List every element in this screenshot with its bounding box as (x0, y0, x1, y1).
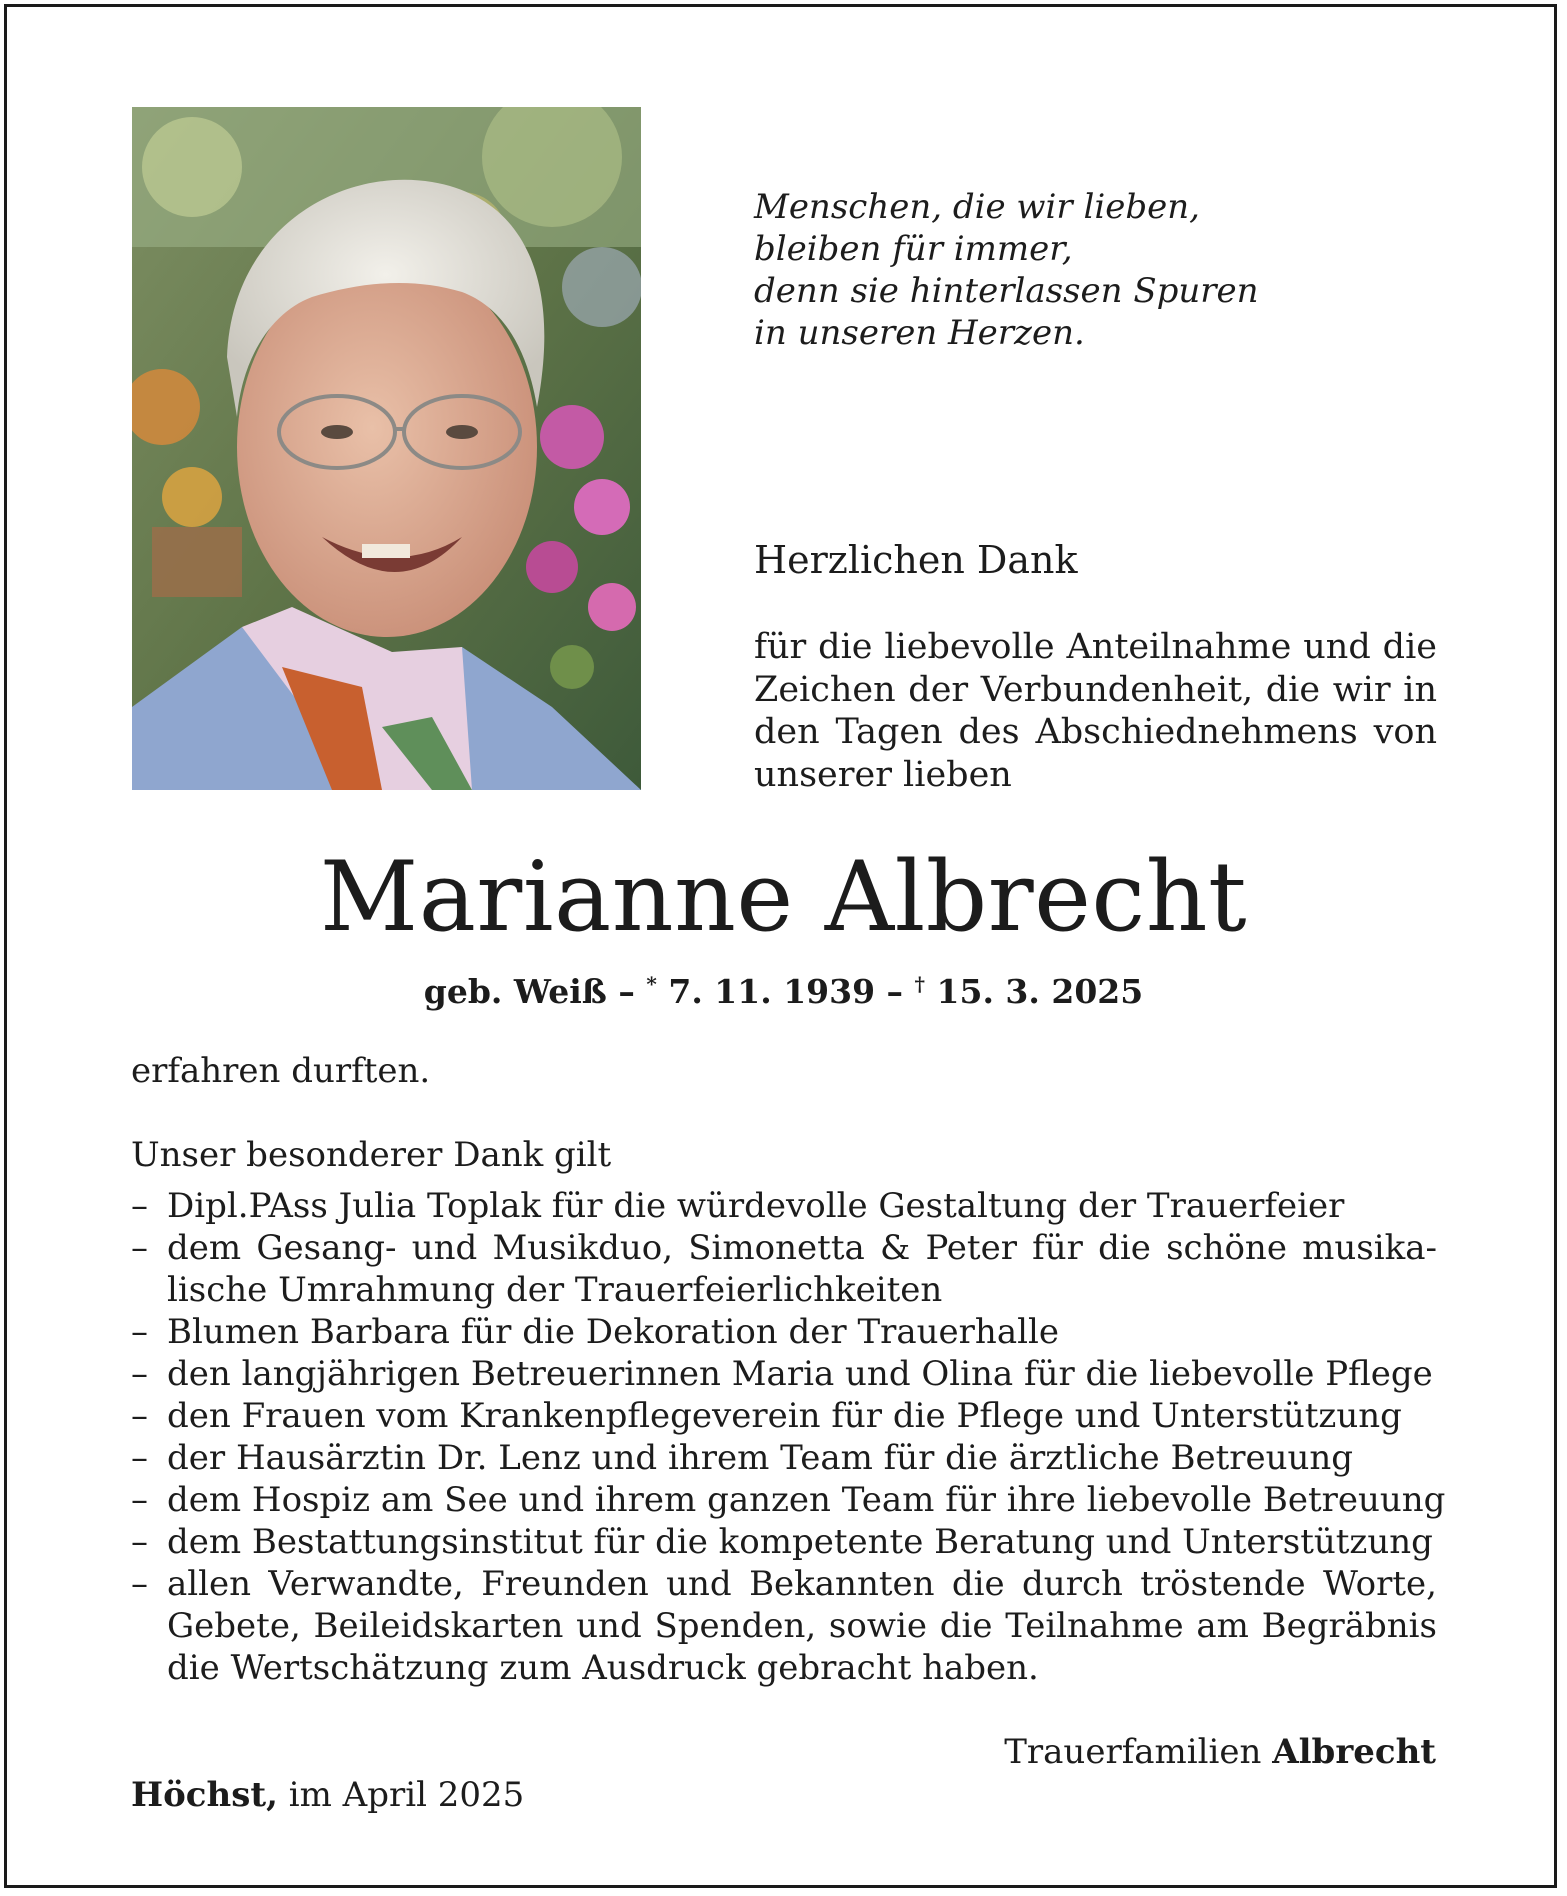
intro-line: unserer lieben (754, 754, 1012, 795)
thanks-heading: Herzlichen Dank (754, 538, 1078, 582)
memorial-poem (754, 186, 1259, 354)
separator: – (618, 972, 647, 1011)
birth-symbol: * (646, 972, 657, 996)
intro-line: Zeichen der Verbundenheit, die wir in (754, 669, 1437, 710)
place-date (131, 1773, 524, 1817)
list-item: – der Hausärztin Dr. Lenz und ihrem Team für die ärztliche Betreuung (131, 1437, 1437, 1479)
place: Höchst, (131, 1775, 278, 1815)
list-item: – dem Gesang- und Musikduo, Simonetta & Peter für die schöne musika- lische Umrahmung der Trauerfeierlichkeiten (131, 1227, 1437, 1311)
list-item: – dem Hospiz am See und ihrem ganzen Team für ihre liebevolle Betreuung (131, 1479, 1437, 1521)
family-name: Albrecht (1272, 1732, 1436, 1772)
death-symbol: † (914, 972, 926, 996)
list-item: – den langjährigen Betreuerinnen Maria und Olina für die liebevolle Pflege (131, 1353, 1437, 1395)
life-dates (0, 962, 1567, 1014)
thanks-intro (754, 626, 1437, 796)
poem-line: Menschen, die wir lieben, (754, 187, 1200, 227)
special-thanks-intro: Unser besonderer Dank gilt (131, 1135, 612, 1175)
list-item: – Dipl.PAss Julia Toplak für die würdevolle Gestaltung der Trauerfeier (131, 1185, 1437, 1227)
list-item: – den Frauen vom Krankenpflegeverein für die Pflege und Unterstützung (131, 1395, 1437, 1437)
poem-line: in unseren Herzen. (754, 313, 1085, 353)
portrait-photo (132, 107, 641, 790)
intro-line: für die liebevolle Anteilnahme und die (754, 627, 1437, 667)
date: im April 2025 (288, 1775, 525, 1815)
list-item: – allen Verwandte, Freunden und Bekannten die durch tröstende Worte, Gebete, Beileidskarten und Spenden, sowie die Teilnahme am Begräbnis die Wertschätzung zum Ausdruck gebracht haben. (131, 1563, 1437, 1689)
after-name-text: erfahren durften. (131, 1051, 431, 1091)
death-date: 15. 3. 2025 (936, 972, 1144, 1011)
poem-line: denn sie hinterlassen Spuren (754, 271, 1259, 311)
signature (1004, 1730, 1436, 1774)
separator: – (886, 972, 915, 1011)
birth-date: 7. 11. 1939 (668, 972, 876, 1011)
thanks-list (131, 1185, 1446, 1689)
list-item: – Blumen Barbara für die Dekoration der Trauerhalle (131, 1311, 1437, 1353)
maiden-name: geb. Weiß (423, 972, 607, 1011)
deceased-name: Marianne Albrecht (319, 841, 1248, 953)
signature-prefix: Trauerfamilien (1004, 1732, 1262, 1772)
poem-line: bleiben für immer, (754, 229, 1073, 269)
intro-line: den Tagen des Abschiednehmens von (754, 712, 1437, 752)
list-item: – dem Bestattungsinstitut für die kompetente Beratung und Unterstützung (131, 1521, 1437, 1563)
